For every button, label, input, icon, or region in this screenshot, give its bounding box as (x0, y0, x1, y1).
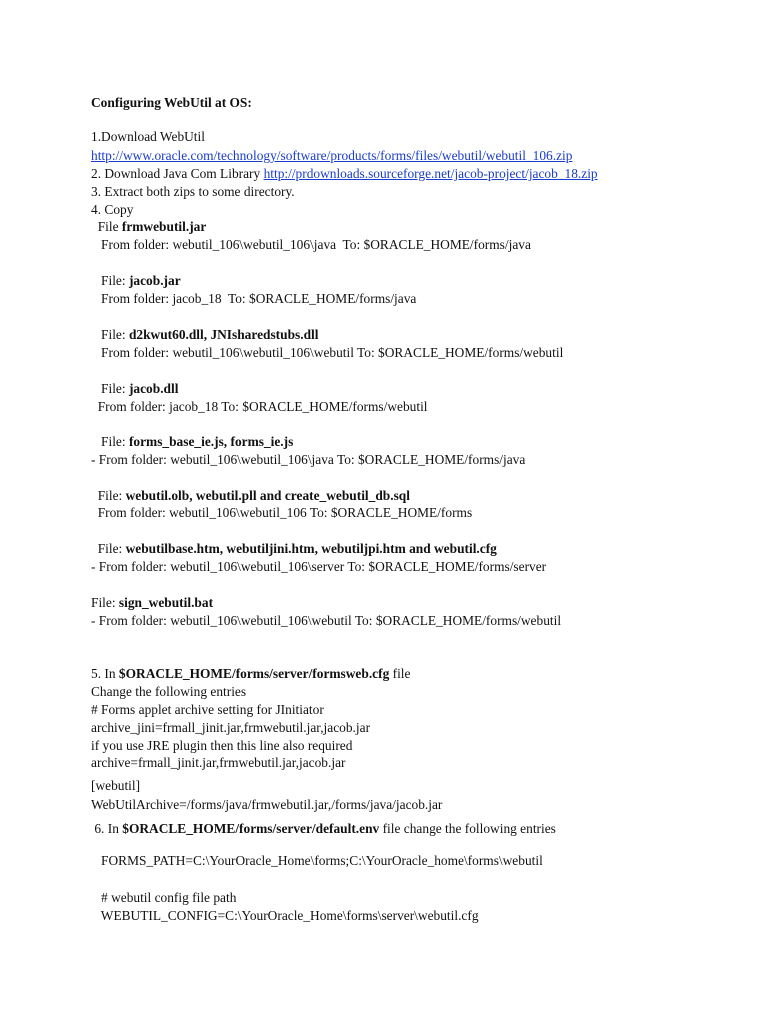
copy-from-line: From folder: webutil_106\webutil_106\webutil To: $ORACLE_HOME/forms/webutil (91, 345, 564, 360)
forms-path-line: FORMS_PATH=C:\YourOracle_Home\forms;C:\YourOracle_home\forms\webutil (91, 853, 543, 868)
copy-from-line: - From folder: webutil_106\webutil_106\java To: $ORACLE_HOME/forms/java (91, 452, 526, 467)
step-5: 5. In $ORACLE_HOME/forms/server/formsweb.cfg file (91, 666, 411, 681)
step-5-line: # Forms applet archive setting for JInitiator (91, 702, 324, 717)
webutil-download-link[interactable]: http://www.oracle.com/technology/software/products/forms/files/webutil/webutil_106.zip (91, 148, 573, 163)
copy-file-line: File frmwebutil.jar (91, 219, 207, 234)
jacob-download-link[interactable]: http://prdownloads.sourceforge.net/jacob-project/jacob_18.zip (263, 166, 598, 181)
step-2 (91, 166, 598, 182)
step-3: 3. Extract both zips to some directory. (91, 184, 295, 199)
copy-file-line: File: forms_base_ie.js, forms_ie.js (91, 434, 294, 449)
copy-from-line: From folder: jacob_18 To: $ORACLE_HOME/forms/java (91, 291, 417, 306)
copy-from-line: From folder: webutil_106\webutil_106\java To: $ORACLE_HOME/forms/java (91, 237, 531, 252)
copy-file-line: File: jacob.jar (91, 273, 181, 288)
step-2-label: 2. Download Java Com Library (91, 166, 264, 181)
copy-file-line: File: d2kwut60.dll, JNIsharedstubs.dll (91, 327, 319, 342)
step-4: 4. Copy (91, 202, 134, 217)
step-6: 6. In $ORACLE_HOME/forms/server/default.env file change the following entries (91, 821, 556, 836)
copy-from-line: - From folder: webutil_106\webutil_106\server To: $ORACLE_HOME/forms/server (91, 559, 547, 574)
step-5-line: Change the following entries (91, 684, 247, 699)
webutil-config-line: WEBUTIL_CONFIG=C:\YourOracle_Home\forms\server\webutil.cfg (91, 908, 479, 923)
copy-file-line: File: webutilbase.htm, webutiljini.htm, webutiljpi.htm and webutil.cfg (91, 541, 497, 556)
step-1: 1.Download WebUtil (91, 129, 205, 144)
webutil-archive-line: WebUtilArchive=/forms/java/frmwebutil.jar,/forms/java/jacob.jar (91, 797, 443, 812)
webutil-section-header: [webutil] (91, 778, 141, 793)
copy-file-line: File: jacob.dll (91, 381, 179, 396)
page-title: Configuring WebUtil at OS: (91, 95, 252, 110)
copy-file-line: File: sign_webutil.bat (91, 595, 214, 610)
copy-from-line: From folder: webutil_106\webutil_106 To: $ORACLE_HOME/forms (91, 505, 473, 520)
step-5-line: archive_jini=frmall_jinit.jar,frmwebutil.jar,jacob.jar (91, 720, 371, 735)
copy-from-line: - From folder: webutil_106\webutil_106\webutil To: $ORACLE_HOME/forms/webutil (91, 613, 562, 628)
step-5-line: archive=frmall_jinit.jar,frmwebutil.jar,jacob.jar (91, 755, 346, 770)
copy-file-line: File: webutil.olb, webutil.pll and create_webutil_db.sql (91, 488, 410, 503)
copy-from-line: From folder: jacob_18 To: $ORACLE_HOME/forms/webutil (91, 399, 428, 414)
step-5-line: if you use JRE plugin then this line also required (91, 738, 353, 753)
config-comment-line: # webutil config file path (91, 890, 237, 905)
